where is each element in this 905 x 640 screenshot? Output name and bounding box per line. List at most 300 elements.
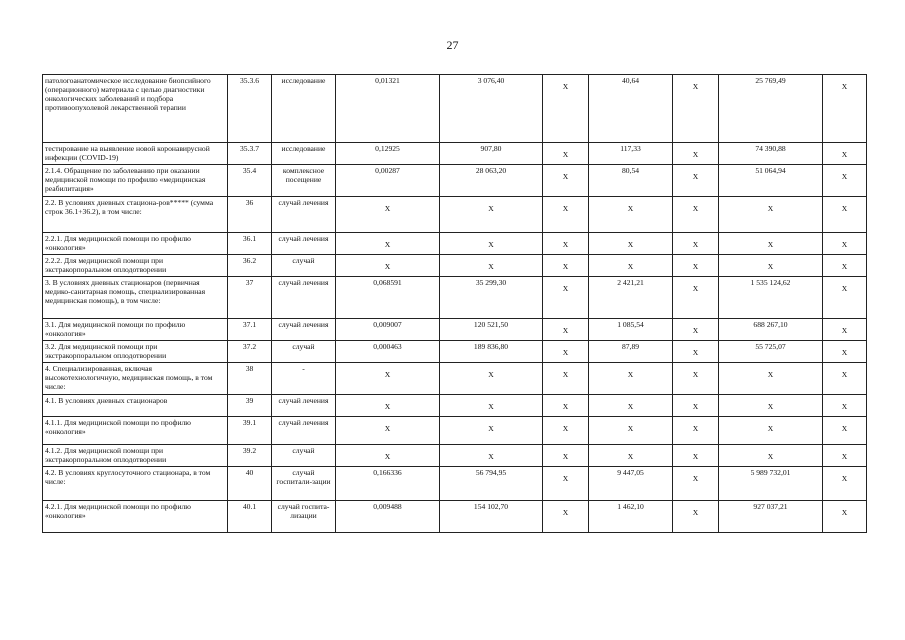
row-unit: [272, 395, 336, 417]
cell-x-1-text: X: [562, 348, 569, 357]
cell-x-1: [543, 341, 589, 363]
cell-volume: [336, 467, 440, 501]
cell-cost: [440, 255, 543, 277]
row-unit-text: исследование: [281, 144, 326, 153]
cell-x-2-text: X: [692, 370, 699, 379]
cell-volume-text: 0,12925: [375, 144, 400, 153]
row-name-text: 3.2. Для медицинской помощи при экстракорпоральном оплодотворении: [45, 342, 167, 360]
row-code: [228, 165, 272, 197]
row-name: [43, 395, 228, 417]
row-name-text: 3.1. Для медицинской помощи по профилю «онкология»: [45, 320, 186, 338]
cell-x-1-text: X: [562, 82, 569, 91]
cell-x-1: [543, 319, 589, 341]
cell-total-text: X: [767, 204, 774, 213]
cell-x-2-text: X: [692, 284, 699, 293]
cell-x-1-text: X: [562, 172, 569, 181]
cell-cost-text: 189 836,80: [473, 342, 509, 351]
cell-x-3: [823, 445, 867, 467]
row-code-text: 35.4: [242, 166, 257, 175]
cell-x-2: [673, 143, 719, 165]
cell-per-capita: [589, 277, 673, 319]
cell-volume: [336, 233, 440, 255]
row-name: [43, 467, 228, 501]
cell-x-1: [543, 255, 589, 277]
cell-cost: [440, 341, 543, 363]
cell-cost: [440, 165, 543, 197]
row-unit: [272, 445, 336, 467]
cell-x-3: [823, 197, 867, 233]
cell-cost-text: 120 521,50: [473, 320, 509, 329]
cell-x-1-text: X: [562, 262, 569, 271]
cell-total: [719, 445, 823, 467]
row-unit-text: случай: [292, 342, 315, 351]
cell-x-2-text: X: [692, 508, 699, 517]
cell-x-3-text: X: [841, 150, 848, 159]
cell-x-1: [543, 233, 589, 255]
cell-total-text: X: [767, 262, 774, 271]
cell-cost-text: 56 794,95: [475, 468, 507, 477]
cell-per-capita: [589, 75, 673, 143]
cell-total: [719, 197, 823, 233]
cell-cost-text: X: [488, 402, 494, 411]
cell-per-capita-text: X: [627, 262, 634, 271]
cell-per-capita-text: 9 447,05: [617, 468, 644, 477]
row-name: [43, 255, 228, 277]
cell-cost: [440, 233, 543, 255]
cell-volume: [336, 341, 440, 363]
row-unit-text: исследование: [281, 76, 326, 85]
cell-volume: [336, 75, 440, 143]
row-unit-text: случай лечения: [278, 234, 329, 243]
cell-volume: [336, 395, 440, 417]
row-unit: [272, 467, 336, 501]
cell-x-1: [543, 395, 589, 417]
row-name: [43, 363, 228, 395]
cell-volume: [336, 277, 440, 319]
cell-total-text: X: [767, 452, 774, 461]
row-name-text: 2.2. В условиях дневных стациона-ров***** (сумма строк 36.1+36.2), в том числе:: [45, 198, 214, 216]
table-row: [43, 277, 867, 319]
cell-cost-text: 35 299,30: [475, 278, 507, 287]
cell-per-capita-text: 80,54: [621, 166, 640, 175]
cell-total: [719, 75, 823, 143]
cell-x-2-text: X: [692, 82, 699, 91]
cell-per-capita-text: 2 421,21: [617, 278, 644, 287]
cell-x-1-text: X: [562, 508, 569, 517]
cell-x-3-text: X: [841, 262, 848, 271]
cell-x-2-text: X: [692, 424, 699, 433]
cell-volume: [336, 319, 440, 341]
row-code-text: 36.1: [242, 234, 257, 243]
cell-volume-text: X: [384, 204, 391, 213]
cell-per-capita: [589, 363, 673, 395]
cell-x-1: [543, 75, 589, 143]
cell-per-capita-text: X: [627, 204, 634, 213]
cell-volume-text: 0,00287: [375, 166, 400, 175]
cell-cost-text: X: [488, 204, 494, 213]
cell-per-capita: [589, 445, 673, 467]
row-code: [228, 319, 272, 341]
cell-cost: [440, 445, 543, 467]
cell-cost: [440, 363, 543, 395]
cell-volume-text: 0,009007: [373, 320, 402, 329]
cell-total-text: X: [767, 402, 774, 411]
row-code-text: 35.3.6: [240, 76, 259, 85]
cell-volume-text: X: [384, 370, 391, 379]
cell-total-text: 1 535 124,62: [750, 278, 791, 287]
cell-cost: [440, 395, 543, 417]
row-code-text: 37.1: [242, 320, 257, 329]
tariff-table: [42, 74, 867, 533]
row-unit: [272, 341, 336, 363]
row-name-text: 2.1.4. Обращение по заболеванию при оказании медицинской помощи по профилю «медицинская реабилитация»: [45, 166, 206, 193]
cell-total: [719, 467, 823, 501]
cell-x-2-text: X: [692, 474, 699, 483]
cell-total-text: 74 390,88: [755, 144, 786, 153]
cell-x-2: [673, 417, 719, 445]
row-unit: [272, 233, 336, 255]
page-number: 27: [446, 38, 459, 52]
cell-x-2-text: X: [692, 204, 699, 213]
row-unit-text: случай: [292, 256, 315, 265]
cell-per-capita: [589, 417, 673, 445]
row-name: [43, 417, 228, 445]
cell-per-capita-text: X: [627, 240, 634, 249]
cell-x-3-text: X: [841, 82, 848, 91]
cell-total: [719, 255, 823, 277]
cell-x-2: [673, 255, 719, 277]
cell-per-capita-text: 87,89: [621, 342, 640, 351]
row-code-text: 38: [245, 364, 254, 373]
cell-x-3-text: X: [841, 204, 848, 213]
row-code-text: 40.1: [242, 502, 257, 511]
cell-volume: [336, 197, 440, 233]
cell-x-2-text: X: [692, 150, 699, 159]
cell-x-1: [543, 143, 589, 165]
cell-cost-text: 28 063,20: [475, 166, 507, 175]
cell-x-3-text: X: [841, 402, 848, 411]
cell-per-capita: [589, 255, 673, 277]
row-code: [228, 143, 272, 165]
table-row: [43, 255, 867, 277]
cell-volume-text: X: [384, 240, 391, 249]
cell-x-3: [823, 341, 867, 363]
cell-x-3: [823, 467, 867, 501]
cell-cost: [440, 75, 543, 143]
row-name-text: 4.1. В условиях дневных стационаров: [45, 396, 168, 405]
row-unit-text: случай госпитали-зации: [276, 468, 331, 486]
row-name-text: 4.1.1. Для медицинской помощи по профилю «онкология»: [45, 418, 191, 436]
row-code: [228, 363, 272, 395]
cell-volume-text: 0,166336: [373, 468, 402, 477]
row-code: [228, 255, 272, 277]
cell-x-3-text: X: [841, 348, 848, 357]
cell-cost-text: X: [488, 424, 494, 433]
row-unit-text: случай лечения: [278, 278, 329, 287]
row-code-text: 39: [245, 396, 254, 405]
cell-per-capita: [589, 395, 673, 417]
cell-cost: [440, 277, 543, 319]
cell-x-2: [673, 75, 719, 143]
cell-per-capita-text: 1 462,10: [617, 502, 644, 511]
cell-total-text: 51 064,94: [755, 166, 786, 175]
cell-total-text: X: [767, 240, 774, 249]
cell-x-1: [543, 165, 589, 197]
cell-x-3-text: X: [841, 508, 848, 517]
cell-x-2-text: X: [692, 240, 699, 249]
row-name: [43, 143, 228, 165]
row-name: [43, 165, 228, 197]
cell-volume: [336, 143, 440, 165]
row-code-text: 40: [245, 468, 254, 477]
row-code: [228, 417, 272, 445]
cell-total: [719, 363, 823, 395]
cell-total-text: 25 769,49: [755, 76, 786, 85]
cell-volume-text: X: [384, 424, 391, 433]
cell-x-1-text: X: [562, 150, 569, 159]
cell-x-3: [823, 363, 867, 395]
cell-x-2-text: X: [692, 172, 699, 181]
cell-per-capita-text: X: [627, 370, 634, 379]
cell-cost-text: X: [488, 240, 494, 249]
cell-cost: [440, 197, 543, 233]
row-code: [228, 75, 272, 143]
cell-per-capita: [589, 319, 673, 341]
row-unit: [272, 363, 336, 395]
cell-total: [719, 319, 823, 341]
cell-total-text: X: [767, 370, 774, 379]
cell-volume: [336, 255, 440, 277]
cell-x-2: [673, 277, 719, 319]
row-name-text: 3. В условиях дневных стационаров (первичная медико-санитарная помощь, специализированная медицинская помощь), в том числе:: [45, 278, 206, 305]
row-code: [228, 467, 272, 501]
row-name-text: 4.1.2. Для медицинской помощи при экстракорпоральном оплодотворении: [45, 446, 167, 464]
cell-x-1: [543, 445, 589, 467]
row-name: [43, 319, 228, 341]
row-name-text: тестирование на выявление новой коронавирусной инфекции (COVID-19): [45, 144, 210, 162]
cell-x-3: [823, 277, 867, 319]
cell-x-1-text: X: [562, 370, 569, 379]
cell-x-2: [673, 363, 719, 395]
row-code: [228, 501, 272, 533]
cell-volume-text: X: [384, 262, 391, 271]
cell-volume: [336, 501, 440, 533]
cell-volume-text: X: [384, 452, 391, 461]
cell-total: [719, 143, 823, 165]
row-name-text: 4. Специализированная, включая высокотехнологичную, медицинская помощь, в том числе:: [45, 364, 213, 391]
row-code: [228, 395, 272, 417]
row-unit-text: случай лечения: [278, 418, 329, 427]
row-unit: [272, 165, 336, 197]
cell-x-1-text: X: [562, 204, 569, 213]
table-row: [43, 467, 867, 501]
cell-volume-text: X: [384, 402, 391, 411]
cell-per-capita-text: X: [627, 452, 634, 461]
row-code: [228, 277, 272, 319]
cell-cost: [440, 319, 543, 341]
cell-cost: [440, 467, 543, 501]
cell-x-3-text: X: [841, 240, 848, 249]
row-unit: [272, 417, 336, 445]
cell-cost-text: 154 102,70: [473, 502, 509, 511]
cell-total-text: 55 725,07: [755, 342, 786, 351]
table-row: [43, 143, 867, 165]
cell-x-2-text: X: [692, 348, 699, 357]
cell-per-capita: [589, 197, 673, 233]
cell-x-3: [823, 165, 867, 197]
cell-cost: [440, 417, 543, 445]
row-code-text: 37.2: [242, 342, 257, 351]
cell-x-1-text: X: [562, 284, 569, 293]
row-unit: [272, 143, 336, 165]
cell-x-3: [823, 143, 867, 165]
cell-x-2: [673, 197, 719, 233]
table-row: [43, 197, 867, 233]
cell-x-3-text: X: [841, 326, 848, 335]
cell-per-capita: [589, 233, 673, 255]
cell-x-2: [673, 501, 719, 533]
row-code-text: 39.2: [242, 446, 257, 455]
cell-x-2-text: X: [692, 402, 699, 411]
row-code-text: 39.1: [242, 418, 257, 427]
row-code: [228, 341, 272, 363]
cell-x-1-text: X: [562, 424, 569, 433]
table-row: [43, 75, 867, 143]
cell-x-3: [823, 233, 867, 255]
cell-x-2-text: X: [692, 262, 699, 271]
cell-per-capita-text: X: [627, 402, 634, 411]
cell-x-2: [673, 467, 719, 501]
cell-cost: [440, 501, 543, 533]
cell-per-capita: [589, 501, 673, 533]
row-unit: [272, 197, 336, 233]
row-name-text: 2.2.1. Для медицинской помощи по профилю «онкология»: [45, 234, 191, 252]
row-name: [43, 75, 228, 143]
cell-cost: [440, 143, 543, 165]
cell-x-3-text: X: [841, 370, 848, 379]
cell-x-2: [673, 233, 719, 255]
row-unit-text: случай госпита-лизации: [277, 502, 330, 520]
row-unit-text: случай лечения: [278, 396, 329, 405]
cell-total: [719, 277, 823, 319]
cell-x-1: [543, 467, 589, 501]
cell-total: [719, 233, 823, 255]
cell-x-1: [543, 501, 589, 533]
cell-x-3: [823, 319, 867, 341]
row-unit: [272, 501, 336, 533]
row-name: [43, 197, 228, 233]
table-row: [43, 319, 867, 341]
table-row: [43, 445, 867, 467]
cell-x-2-text: X: [692, 452, 699, 461]
cell-volume: [336, 363, 440, 395]
cell-x-1-text: X: [562, 474, 569, 483]
cell-x-2-text: X: [692, 326, 699, 335]
cell-per-capita: [589, 143, 673, 165]
table-row: [43, 341, 867, 363]
cell-total: [719, 395, 823, 417]
cell-x-2: [673, 341, 719, 363]
cell-per-capita: [589, 341, 673, 363]
row-name: [43, 501, 228, 533]
cell-volume-text: 0,009488: [373, 502, 402, 511]
row-name: [43, 233, 228, 255]
cell-x-1-text: X: [562, 240, 569, 249]
cell-x-2: [673, 165, 719, 197]
row-unit-text: -: [302, 364, 305, 373]
cell-x-1: [543, 363, 589, 395]
row-unit: [272, 277, 336, 319]
cell-per-capita: [589, 467, 673, 501]
cell-per-capita: [589, 165, 673, 197]
table-row: [43, 417, 867, 445]
cell-x-2: [673, 445, 719, 467]
cell-x-2: [673, 319, 719, 341]
row-unit: [272, 75, 336, 143]
row-unit: [272, 319, 336, 341]
table-row: [43, 165, 867, 197]
row-name: [43, 277, 228, 319]
row-unit-text: случай лечения: [278, 198, 329, 207]
cell-per-capita-text: 1 085,54: [617, 320, 644, 329]
cell-per-capita-text: 117,33: [620, 144, 641, 153]
cell-x-1-text: X: [562, 452, 569, 461]
cell-x-3: [823, 395, 867, 417]
row-unit-text: случай лечения: [278, 320, 329, 329]
cell-cost-text: 907,80: [480, 144, 502, 153]
cell-x-3-text: X: [841, 172, 848, 181]
row-code-text: 36: [245, 198, 254, 207]
cell-total-text: 5 989 732,01: [750, 468, 791, 477]
row-name-text: 2.2.2. Для медицинской помощи при экстракорпоральном оплодотворении: [45, 256, 167, 274]
cell-x-3-text: X: [841, 424, 848, 433]
cell-x-1: [543, 417, 589, 445]
row-unit-text: комплексное посещение: [282, 166, 325, 184]
cell-x-1-text: X: [562, 326, 569, 335]
cell-x-3: [823, 255, 867, 277]
cell-total: [719, 417, 823, 445]
row-code-text: 35.3.7: [240, 144, 259, 153]
row-unit: [272, 255, 336, 277]
cell-total-text: X: [767, 424, 774, 433]
cell-x-3: [823, 75, 867, 143]
cell-x-3-text: X: [841, 284, 848, 293]
cell-x-1: [543, 277, 589, 319]
row-name: [43, 445, 228, 467]
cell-x-2: [673, 395, 719, 417]
cell-volume: [336, 445, 440, 467]
row-name-text: 4.2.1. Для медицинской помощи по профилю «онкология»: [45, 502, 191, 520]
table-row: [43, 233, 867, 255]
table-row: [43, 501, 867, 533]
row-code-text: 37: [245, 278, 254, 287]
cell-total-text: 688 267,10: [753, 320, 788, 329]
cell-volume-text: 0,000463: [373, 342, 402, 351]
cell-cost-text: X: [488, 262, 494, 271]
row-code: [228, 445, 272, 467]
table-row: [43, 363, 867, 395]
cell-x-3: [823, 417, 867, 445]
cell-x-1: [543, 197, 589, 233]
row-name: [43, 341, 228, 363]
table-row: [43, 395, 867, 417]
cell-cost-text: X: [488, 452, 494, 461]
row-unit-text: случай: [292, 446, 315, 455]
row-code: [228, 197, 272, 233]
cell-x-1-text: X: [562, 402, 569, 411]
row-code: [228, 233, 272, 255]
cell-x-3-text: X: [841, 474, 848, 483]
